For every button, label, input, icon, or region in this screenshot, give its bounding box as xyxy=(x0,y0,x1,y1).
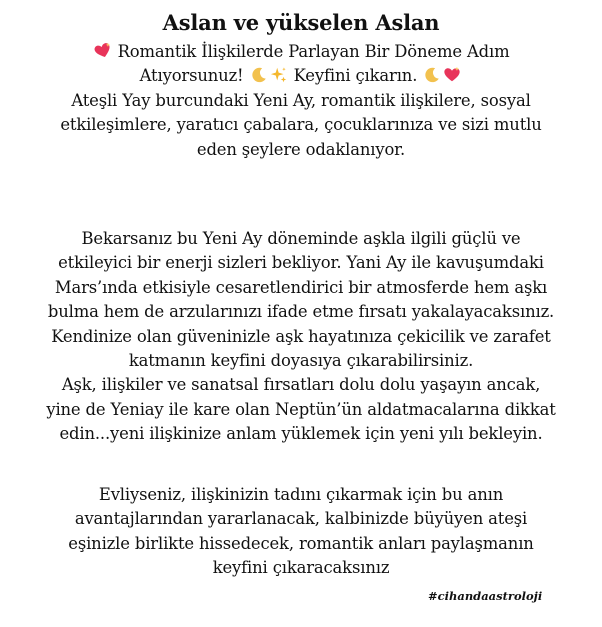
sparkles-icon xyxy=(270,66,288,84)
paragraph-line: Mars’ında etkisiyle cesaretlendirici bir atmosferde hem aşkı xyxy=(54,277,548,297)
paragraph-line: Bekarsanız bu Yeni Ay döneminde aşkla ilgili güçlü ve xyxy=(81,229,521,248)
paragraph-line: bulma hem de arzularınızı ifade etme fırsatı yakalayacaksınız. xyxy=(47,302,555,322)
intro-line-2-end: Keyfini çıkarın. xyxy=(293,66,418,86)
paragraph-line: edin...yeni ilişkinize anlam yüklemek için yeni yılı bekleyin. xyxy=(59,424,543,444)
sparkling-heart-icon xyxy=(443,66,461,84)
single-paragraph xyxy=(2,227,600,447)
intro-line-3: Ateşli Yay burcundaki Yeni Ay, romantik ilişkilere, sosyal xyxy=(71,90,531,110)
paragraph-line: avantajlarından yararlanacak, kalbinizde büyüyen ateşi xyxy=(74,509,528,529)
intro-line-2-start: Atıyorsunuz! xyxy=(139,66,244,86)
intro-block xyxy=(2,40,600,162)
paragraph-line: eşinizle birlikte hissedecek, romantik anları paylaşmanın xyxy=(68,533,534,553)
paragraph-line: etkileyici bir enerji sizleri bekliyor. Yani Ay ile kavuşumdaki xyxy=(58,253,544,273)
paragraph-line: katmanın keyfini doyasıya çıkarabilirsiniz. xyxy=(128,350,474,370)
intro-line-5: eden şeylere odaklanıyor. xyxy=(196,139,406,159)
paragraph-line: Aşk, ilişkiler ve sanatsal fırsatları dolu dolu yaşayın ancak, xyxy=(61,375,541,395)
intro-line-1 xyxy=(2,40,600,64)
paragraph-line: keyfini çıkaracaksınız xyxy=(212,558,390,578)
paragraph-line: Kendinize olan güveninizle aşk hayatınıza çekicilik ve zarafet xyxy=(51,326,551,346)
sparkling-heart-icon xyxy=(94,42,112,60)
intro-line-2 xyxy=(2,64,600,88)
intro-line-1-text: Romantik İlişkilerde Parlayan Bir Döneme Adım xyxy=(117,42,510,61)
paragraph-line: yine de Yeniay ile kare olan Neptün’ün aldatmacalarına dikkat xyxy=(46,399,556,419)
intro-line-4: etkileşimlere, yaratıcı çabalara, çocuklarınıza ve sizi mutlu xyxy=(60,115,542,135)
crescent-moon-icon xyxy=(250,66,268,84)
married-paragraph xyxy=(2,483,600,581)
paragraph-line: Evliyseniz, ilişkinizin tadını çıkarmak için bu anın xyxy=(98,485,504,504)
page-title: Aslan ve yükselen Aslan xyxy=(162,10,440,35)
hashtag: #cihandaastroloji xyxy=(428,589,543,603)
crescent-moon-icon xyxy=(423,66,441,84)
